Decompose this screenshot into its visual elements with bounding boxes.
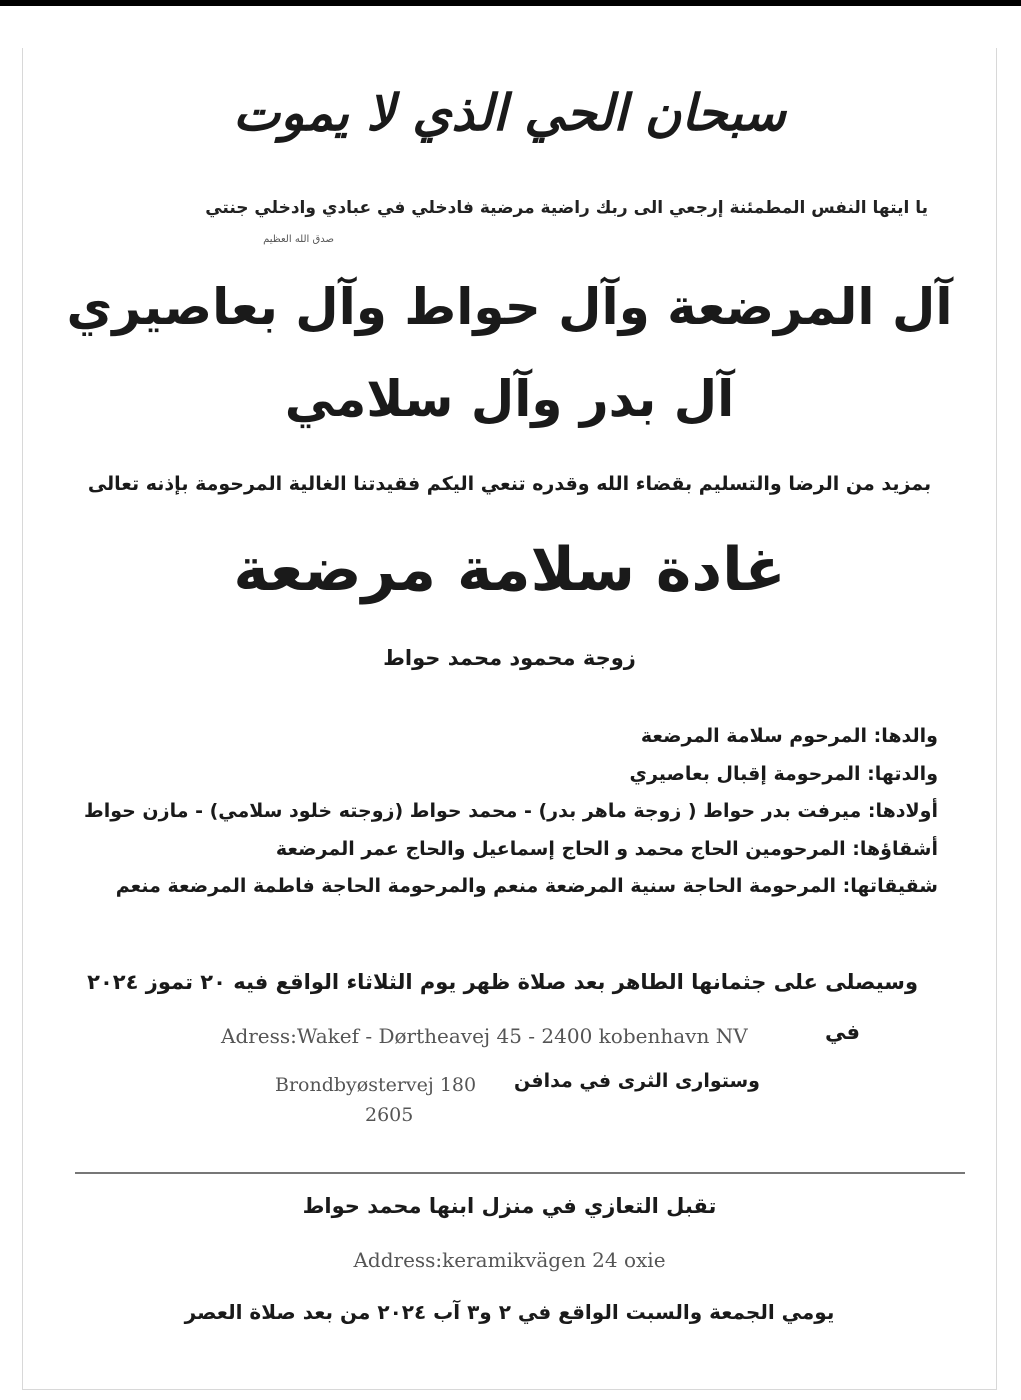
relatives-list bbox=[84, 718, 938, 906]
relative-father: والدها: المرحوم سلامة المرضعة bbox=[640, 725, 938, 747]
burial-address-street: Brondbyøstervej 180 bbox=[275, 1074, 477, 1096]
condolences-title: تقبل التعازي في منزل ابنها محمد حواط bbox=[302, 1194, 717, 1218]
location-preposition: في bbox=[825, 1020, 860, 1044]
quran-verse: يا ايتها النفس المطمئنة إرجعي الى ربك راضية مرضية فادخلي في عبادي وادخلي جنتي bbox=[205, 198, 928, 218]
calligraphy-heading: سبحان الحي الذي لا يموت bbox=[233, 83, 786, 142]
burial-label: وستوارى الثرى في مدافن bbox=[514, 1070, 760, 1092]
families-line-2: آل بدر وآل سلامي bbox=[284, 370, 735, 428]
condolences-days: يومي الجمعة والسبت الواقع في ٢ و٣ آب ٢٠٢٤ من بعد صلاة العصر bbox=[184, 1300, 835, 1324]
burial-address-postcode: 2605 bbox=[365, 1104, 414, 1126]
families-line-1: آل المرضعة وآل حواط وآل بعاصيري bbox=[66, 278, 953, 336]
section-divider bbox=[75, 1172, 965, 1174]
funeral-prayer: وسيصلى على جثمانها الطاهر بعد صلاة ظهر يوم الثلاثاء الواقع فيه ٢٠ تموز ٢٠٢٤ bbox=[87, 970, 918, 994]
relative-children: أولادها: ميرفت بدر حواط ( زوجة ماهر بدر) - محمد حواط (زوجته خلود سلامي) - مازن حواط bbox=[83, 800, 938, 822]
top-edge-bar bbox=[0, 0, 1021, 6]
relative-mother: والدتها: المرحومة إقبال بعاصيري bbox=[629, 762, 938, 785]
spouse-line: زوجة محمود محمد حواط bbox=[383, 646, 636, 670]
verse-attribution: صدق الله العظيم bbox=[263, 234, 334, 245]
obituary-notice bbox=[22, 48, 997, 1390]
announcement-intro: بمزيد من الرضا والتسليم بقضاء الله وقدره تنعي اليكم فقيدتنا الغالية المرحومة بإذنه تعالى bbox=[87, 473, 932, 495]
deceased-name: غادة سلامة مرضعة bbox=[233, 535, 786, 605]
condolences-address: Address:keramikvägen 24 oxie bbox=[353, 1248, 666, 1272]
relative-brothers: أشقاؤها: المرحومين الحاج محمد و الحاج إسماعيل والحاج عمر المرضعة bbox=[275, 837, 938, 860]
burial-address bbox=[275, 1070, 476, 1130]
mosque-address: Adress:Wakef - Dørtheavej 45 - 2400 kobenhavn NV bbox=[221, 1024, 748, 1048]
relative-sisters: شقيقاتها: المرحومة الحاجة سنية المرضعة منعم والمرحومة الحاجة فاطمة المرضعة منعم bbox=[115, 875, 938, 897]
